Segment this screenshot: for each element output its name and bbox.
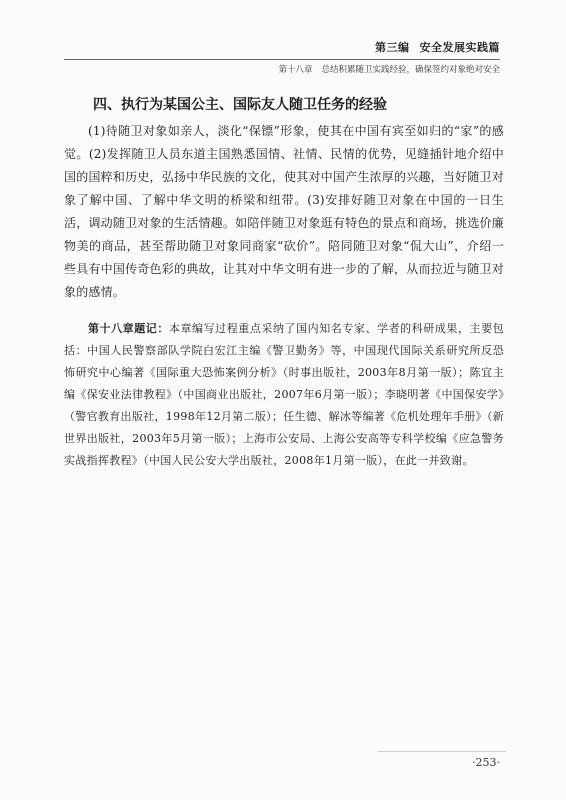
chapter-title [64,64,500,76]
part-title [64,40,500,56]
section-heading: 四、执行为某国公主、国际友人随卫任务的经验 [93,97,387,113]
body-paragraph: (1)待随卫对象如亲人，淡化“保镖”形象，使其在中国有宾至如归的“家”的感觉。(2)发挥随卫人员东道主国熟悉国情、社情、民情的优势，见缝插针地介绍中国的国粹和历史，弘扬中华民族的文化，使其对中国产生浓厚的兴趣，当好随卫对象了解中国、了解中华文明的桥梁和纽带。(3)安排好随卫对象在中国的一日生活，调动随卫对象的生活情趣。如陪伴随卫对象逛有特色的景点和商场，挑选价廉物美的商品，甚至帮助随卫对象同商家“砍价”。陪同随卫对象“侃大山”，介绍一些具有中国传奇色彩的典故，让其对中华文明有进一步的了解，从而拉近与随卫对象的感情。 [64,124,504,299]
note-text: 本章编写过程重点采纳了国内知名专家、学者的科研成果，主要包括：中国人民警察部队学院白宏江主编《警卫勤务》等，中国现代国际关系研究所反恐怖研究中心编著《国际重大恐怖案例分析》（时事出版社，2003年8月第一版）；陈宜主编《保安业法律教程》（中国商业出版社，2007年6月第一版）；李晓明著《中国保安学》（警官教育出版社，1998年12月第二版）；任生德、解冰等编著《危机处理年手册》（新世界出版社，2003年5月第一版）；上海市公安局、上海公安高等专科学校编《应急警务实战指挥教程》（中国人民公安大学出版社，2008年1月第一版），在此一并致谢。 [64,322,504,467]
running-header [64,40,500,76]
chapter-note [64,318,504,472]
footer-divider [378,751,506,752]
part-label: 第三编 [375,41,410,54]
chapter-name: 总结积累随卫实践经验，确保签约对象绝对安全 [321,65,500,75]
page-number: ·253· [472,756,500,769]
note-label: 第十八章题记： [88,322,169,335]
part-name: 安全发展实践篇 [419,41,500,54]
chapter-label: 第十八章 [278,65,313,75]
header-divider [64,59,500,60]
